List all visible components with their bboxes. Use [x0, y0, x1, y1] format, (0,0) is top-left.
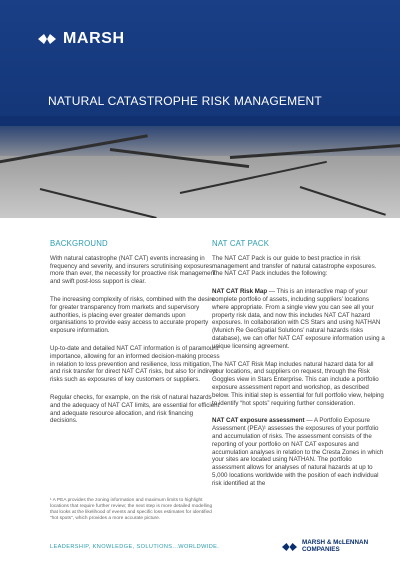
paragraph-lead: NAT CAT exposure assessment — [212, 417, 305, 425]
section-heading-nat-cat-pack: NAT CAT PACK — [212, 239, 270, 248]
brand-name: MARSH — [63, 30, 125, 47]
paragraph-text: The NAT CAT Risk Map includes natural hazard data for all your locations, and suppliers on request, through the Risk Goggles view in Stars Enterprise. This can include a portfolio exposure assessment report and workshop, as described below. This initial step is essential for full portfolio view, helping to identify “hot spots” requiring further consideration. — [212, 360, 384, 407]
paragraph — [212, 255, 386, 278]
marsh-logo — [38, 30, 125, 48]
left-column — [50, 240, 220, 435]
paragraph — [212, 417, 386, 487]
paragraph: Up-to-date and detailed NAT CAT information is of paramount importance, allowing for an informed decision-making process in relation to loss prevention and resilience, loss mitigation, and risk transfer for direct NAT CAT risks, but also for indirect risks such as exposures of key customers or suppliers. — [50, 344, 220, 384]
road-crack — [40, 188, 157, 218]
paragraph-text: — A Portfolio Exposure Assessment (PEA)¹ assesses the exposures of your portfolio and accumulation of risks. The assessment consists of the reporting of your portfolio on NAT CAT exposures and accumulation analyses in relation to the Cresta Zones in which your sites are located using NATHAN. The portfolio assessment allows for analyses of natural hazards at up to 5,000 locations worldwide with the position of each individual risk identified at the — [212, 417, 384, 487]
footer-tagline: LEADERSHIP, KNOWLEDGE, SOLUTIONS...WORLDWIDE. — [50, 544, 220, 550]
mmc-logo — [282, 540, 368, 554]
paragraph — [212, 361, 386, 408]
footnote: ¹ A PEA provides the zoning information and maximum limits to highlight locations that require further review; the next step is more detailed modelling that looks at the likelihood of events and specific loss estimates for identified “hot spots”, which provides a more accurate picture. — [50, 498, 213, 521]
cracked-road-image — [0, 126, 400, 218]
company-name-line-1: MARSH & McLENNAN — [302, 539, 369, 546]
page-title: NATURAL CATASTROPHE RISK MANAGEMENT — [48, 94, 322, 108]
road-crack — [300, 186, 386, 216]
company-name-line-2: COMPANIES — [302, 545, 340, 553]
road-crack — [110, 148, 249, 168]
paragraph: With natural catastrophe (NAT CAT) events increasing in frequency and severity, and insurers scrutinising exposures more than ever, the necessity for proactive risk management and swift post-loss support is clear. — [50, 254, 216, 286]
mmc-logo-icon — [282, 541, 297, 553]
hero-banner — [0, 0, 400, 218]
paragraph: Regular checks, for example, on the risk of natural hazards and the adequacy of NAT CAT limits, are essential for efficient and adequate resource allocation, and risk financing decisions. — [50, 393, 220, 425]
paragraph: The increasing complexity of risks, combined with the desire for greater transparency from markets and supervisory authorities, is placing ever greater demands upon organisations to provide easy access to accurate property exposure information. — [50, 295, 215, 335]
mmc-logo-text — [302, 540, 368, 554]
paragraph-text: The NAT CAT Pack is our guide to best practice in risk management and transfer of natural catastrophe exposures. The NAT CAT Pack includes the following: — [212, 254, 377, 278]
paragraph — [212, 288, 386, 350]
paragraph-text: — This is an interactive map of your complete portfolio of assets, including suppliers’ locations where appropriate. From a single view you can see all your property risk data, and now this includes NAT CAT hazard exposures. In collaboration with CS Stars and using NATHAN (Munich Re GeoSpatial Solutions’ natural hazards risks database), we can offer NAT CAT exposure information using a unique licensing agreement. — [212, 288, 385, 350]
right-column — [212, 240, 386, 498]
marsh-logo-icon — [38, 32, 56, 46]
road-crack — [230, 143, 400, 159]
paragraph-lead: NAT CAT Risk Map — [212, 288, 268, 296]
section-heading-background: BACKGROUND — [50, 239, 108, 248]
